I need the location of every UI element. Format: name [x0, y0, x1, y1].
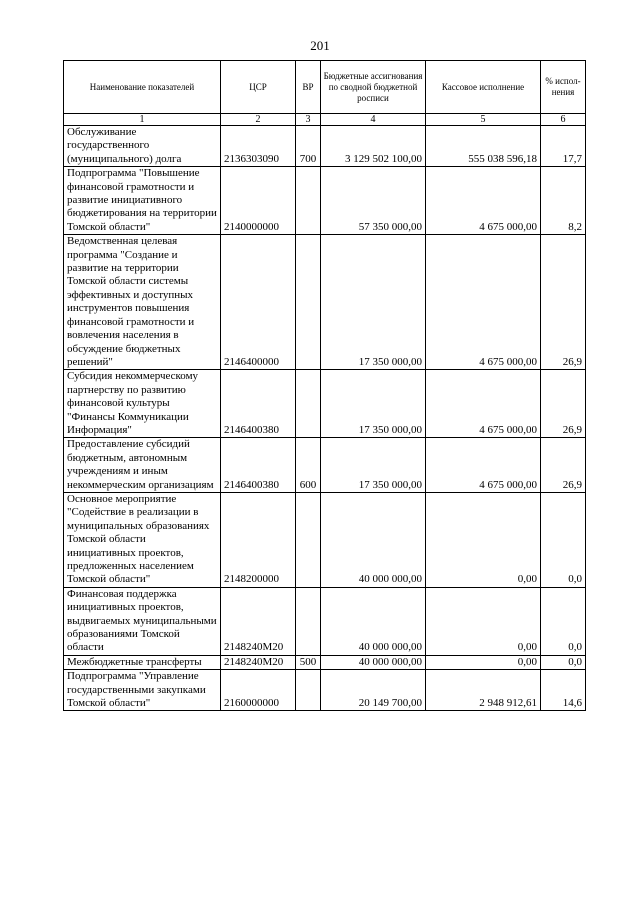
- table-row: [64, 492, 586, 587]
- row-cash: 555 038 596,18: [426, 126, 541, 167]
- header-csr: ЦСР: [221, 61, 296, 114]
- row-budget: 20 149 700,00: [321, 670, 426, 711]
- table-row: [64, 167, 586, 235]
- row-cash: 4 675 000,00: [426, 235, 541, 370]
- row-percent: 0,0: [541, 655, 586, 669]
- row-vr: 500: [296, 655, 321, 669]
- row-name: Межбюджетные трансферты: [64, 655, 221, 669]
- table-row: [64, 438, 586, 493]
- row-budget: 17 350 000,00: [321, 370, 426, 438]
- row-budget: 40 000 000,00: [321, 587, 426, 655]
- table-row: [64, 655, 586, 669]
- row-budget: 3 129 502 100,00: [321, 126, 426, 167]
- column-number: 1: [64, 114, 221, 126]
- row-percent: 8,2: [541, 167, 586, 235]
- row-budget: 57 350 000,00: [321, 167, 426, 235]
- table-row: [64, 670, 586, 711]
- row-vr: [296, 370, 321, 438]
- row-vr: 600: [296, 438, 321, 493]
- row-budget: 40 000 000,00: [321, 655, 426, 669]
- row-vr: [296, 235, 321, 370]
- header-percent: % испол-нения: [541, 61, 586, 114]
- table-row: [64, 126, 586, 167]
- row-cash: 0,00: [426, 587, 541, 655]
- column-number: 2: [221, 114, 296, 126]
- row-cash: 4 675 000,00: [426, 370, 541, 438]
- row-percent: 26,9: [541, 235, 586, 370]
- row-name: Подпрограмма "Повышение финансовой грамотности и развитие инициативного бюджетирования на территории Томской области": [64, 167, 221, 235]
- row-csr: 2148200000: [221, 492, 296, 587]
- row-cash: 4 675 000,00: [426, 167, 541, 235]
- header-cash: Кассовое исполнение: [426, 61, 541, 114]
- column-number-row: [64, 114, 586, 126]
- row-name: Ведомственная целевая программа "Создание и развитие на территории Томской области системы эффективных и доступных инструментов повышения финансовой грамотности и вовлечения населения в обсуждение бюджетных решений": [64, 235, 221, 370]
- row-name: Обслуживание государственного (муниципального) долга: [64, 126, 221, 167]
- header-vr: ВР: [296, 61, 321, 114]
- row-vr: [296, 492, 321, 587]
- row-csr: 2136303090: [221, 126, 296, 167]
- row-percent: 17,7: [541, 126, 586, 167]
- column-number: 5: [426, 114, 541, 126]
- row-percent: 0,0: [541, 587, 586, 655]
- row-budget: 40 000 000,00: [321, 492, 426, 587]
- column-number: 4: [321, 114, 426, 126]
- row-csr: 2146400380: [221, 438, 296, 493]
- row-vr: [296, 167, 321, 235]
- row-csr: 2146400000: [221, 235, 296, 370]
- row-csr: 2140000000: [221, 167, 296, 235]
- row-csr: 2146400380: [221, 370, 296, 438]
- table-row: [64, 370, 586, 438]
- row-name: Финансовая поддержка инициативных проектов, выдвигаемых муниципальными образованиями Томской области: [64, 587, 221, 655]
- row-percent: 0,0: [541, 492, 586, 587]
- row-csr: 2148240М20: [221, 655, 296, 669]
- row-cash: 2 948 912,61: [426, 670, 541, 711]
- row-percent: 26,9: [541, 370, 586, 438]
- row-vr: [296, 587, 321, 655]
- row-cash: 0,00: [426, 655, 541, 669]
- table-row: [64, 235, 586, 370]
- page-number: 201: [310, 38, 330, 53]
- row-name: Предоставление субсидий бюджетным, автономным учреждениям и иным некоммерческим организациям: [64, 438, 221, 493]
- row-budget: 17 350 000,00: [321, 235, 426, 370]
- header-name: Наименование показателей: [64, 61, 221, 114]
- row-cash: 0,00: [426, 492, 541, 587]
- row-percent: 14,6: [541, 670, 586, 711]
- row-budget: 17 350 000,00: [321, 438, 426, 493]
- header-row: [64, 61, 586, 114]
- row-name: Основное мероприятие "Содействие в реализации в муниципальных образованиях Томской области инициативных проектов, предложенных населением Томской области": [64, 492, 221, 587]
- column-number: 6: [541, 114, 586, 126]
- header-budget: Бюджетные ассигнования по сводной бюджетной росписи: [321, 61, 426, 114]
- row-name: Подпрограмма "Управление государственными закупками Томской области": [64, 670, 221, 711]
- row-name: Субсидия некоммерческому партнерству по развитию финансовой культуры "Финансы Коммуникации Информация": [64, 370, 221, 438]
- row-csr: 2148240М20: [221, 587, 296, 655]
- row-vr: [296, 670, 321, 711]
- column-number: 3: [296, 114, 321, 126]
- row-csr: 2160000000: [221, 670, 296, 711]
- table-row: [64, 587, 586, 655]
- row-percent: 26,9: [541, 438, 586, 493]
- budget-execution-table: [63, 60, 586, 711]
- row-vr: 700: [296, 126, 321, 167]
- row-cash: 4 675 000,00: [426, 438, 541, 493]
